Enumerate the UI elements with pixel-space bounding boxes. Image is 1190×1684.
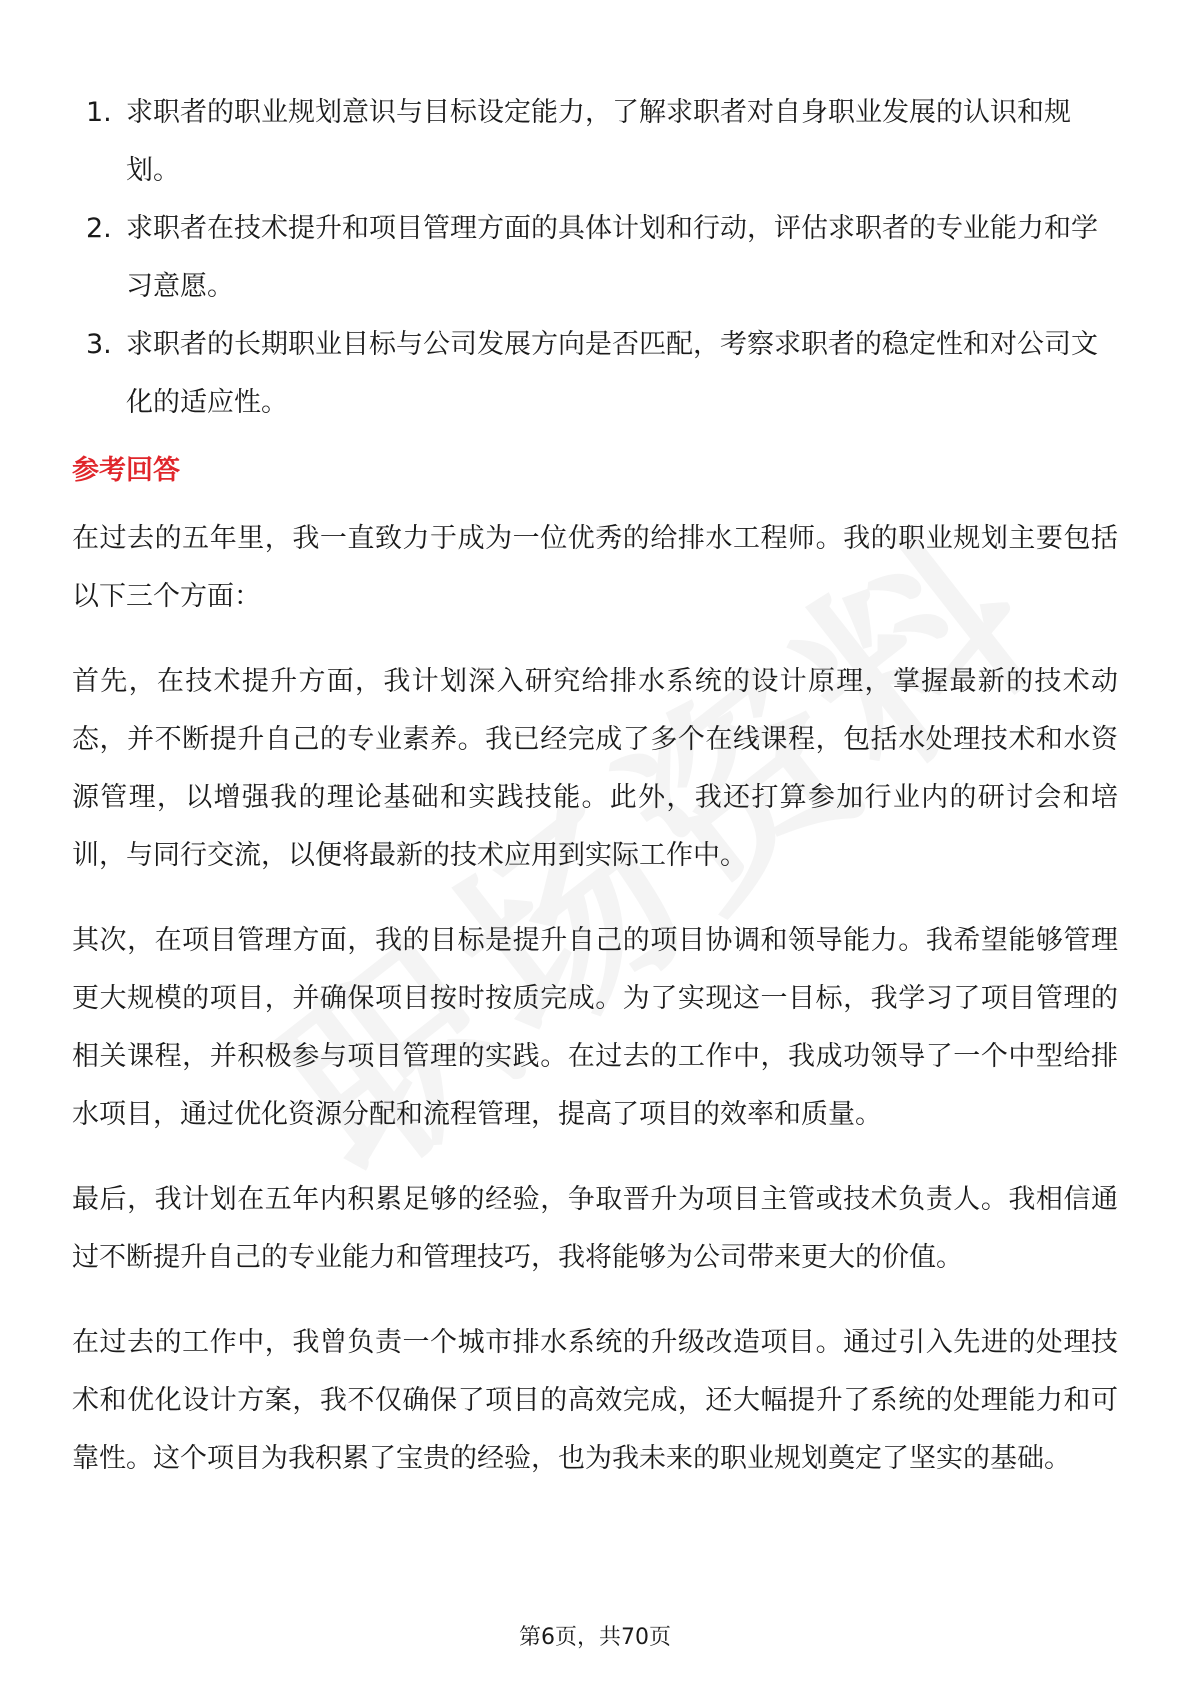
page-number: 第6页，共70页 xyxy=(519,1625,671,1650)
list-item-text: 求职者的职业规划意识与目标设定能力，了解求职者对自身职业发展的认识和规划。 xyxy=(126,97,1071,186)
answer-paragraph: 在过去的工作中，我曾负责一个城市排水系统的升级改造项目。通过引入先进的处理技术和优化设计方案，我不仅确保了项目的高效完成，还大幅提升了系统的处理能力和可靠性。这个项目为我积累了宝贵的经验，也为我未来的职业规划奠定了坚实的基础。 xyxy=(72,1327,1118,1474)
section-heading-reference-answer: 参考回答 xyxy=(72,455,180,486)
list-item xyxy=(72,84,1118,200)
list-item-text: 求职者在技术提升和项目管理方面的具体计划和行动，评估求职者的专业能力和学习意愿。 xyxy=(126,213,1098,302)
answer-paragraph: 最后，我计划在五年内积累足够的经验，争取晋升为项目主管或技术负责人。我相信通过不断提升自己的专业能力和管理技巧，我将能够为公司带来更大的价值。 xyxy=(72,1184,1118,1273)
list-item xyxy=(72,316,1118,432)
list-item-text: 求职者的长期职业目标与公司发展方向是否匹配，考察求职者的稳定性和对公司文化的适应性。 xyxy=(126,329,1098,418)
list-item xyxy=(72,200,1118,316)
answer-paragraph: 首先，在技术提升方面，我计划深入研究给排水系统的设计原理，掌握最新的技术动态，并不断提升自己的专业素养。我已经完成了多个在线课程，包括水处理技术和水资源管理，以增强我的理论基础和实践技能。此外，我还打算参加行业内的研讨会和培训，与同行交流，以便将最新的技术应用到实际工作中。 xyxy=(72,666,1118,871)
evaluation-points-list xyxy=(72,84,1118,432)
list-item-number: 1. xyxy=(86,97,112,128)
answer-paragraph: 其次，在项目管理方面，我的目标是提升自己的项目协调和领导能力。我希望能够管理更大规模的项目，并确保项目按时按质完成。为了实现这一目标，我学习了项目管理的相关课程，并积极参与项目管理的实践。在过去的工作中，我成功领导了一个中型给排水项目，通过优化资源分配和流程管理，提高了项目的效率和质量。 xyxy=(72,925,1118,1130)
list-item-number: 2. xyxy=(86,213,112,244)
page-content xyxy=(72,84,1118,1488)
list-item-number: 3. xyxy=(86,329,112,360)
answer-paragraph: 在过去的五年里，我一直致力于成为一位优秀的给排水工程师。我的职业规划主要包括以下三个方面： xyxy=(72,523,1118,612)
